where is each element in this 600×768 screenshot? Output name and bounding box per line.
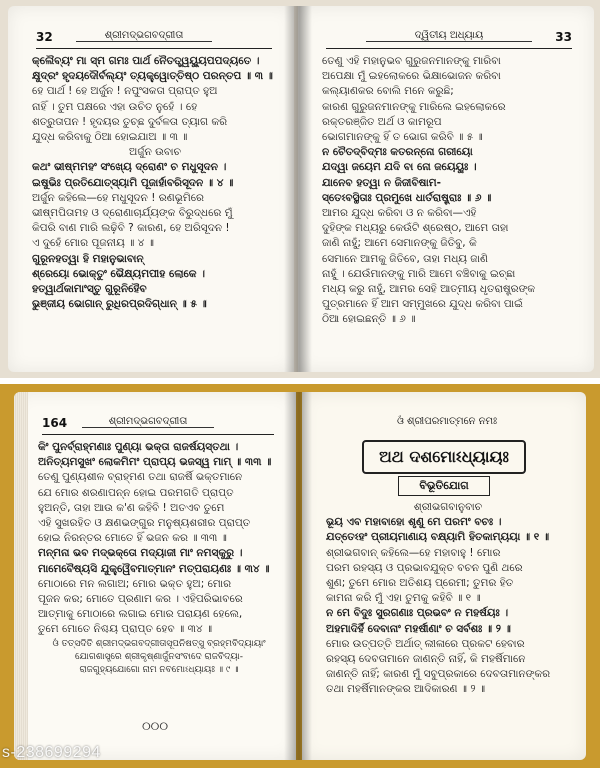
page-edge-stack [14,392,28,760]
running-title: ଦ୍ୱିତୀୟ ଅଧ୍ୟାୟ [366,30,532,42]
running-title: ଶ୍ରୀମଦ୍‌ଭଗବଦ୍‌ଗୀତା [76,30,212,42]
translation-line: ଭୋଗମାନଙ୍କୁ ହିଁ ତ ଭୋଗ କରିବି ॥ ୫ ॥ [322,131,483,144]
heading-line: ରାଜଗୁହ୍ୟଯୋଗୋ ନାମ ନବମୋଽଧ୍ୟାୟଃ ॥ ୯ ॥ [79,664,239,675]
running-title: ଶ୍ରୀମଦ୍‌ଭଗବଦ୍‌ଗୀତା [82,416,214,428]
verse-line: ଯତ୍ତେଽହଂ ପ୍ରୀୟମାଣାୟ ବକ୍ଷ୍ୟାମି ହିତକାମ୍ୟୟା ॥ ୧ ॥ [326,531,550,544]
translation-line: ଯେ ମୋର ଶରଣାପନ୍ନ ହୋଇ ପରମଗତି ପ୍ରାପ୍ତ [38,486,234,499]
invocation-line [330,416,564,432]
verse-line: ମାମେବୈଷ୍ୟସି ଯୁକ୍ତ୍ୱୈବମାତ୍ମାନଂ ମତ୍ପରାୟଣଃ ॥ ୩୪ ॥ [38,562,270,575]
verse-line: ହତ୍ୱାର୍ଥକାମାଂସ୍ତୁ ଗୁରୂନିହୈବ [32,283,147,296]
translation-line: ମଧ୍ୟ କରୁ ନାହୁଁ, ଆମର ସେହି ଆତ୍ମୀୟ ଧୃତରାଷ୍ଟ୍ରଙ୍କ [322,283,536,296]
translation-line: ଶତ୍ରୁତାପନ ! ହୃଦୟର ତୁଚ୍ଛ ଦୁର୍ବଳତା ତ୍ୟାଗ କରି [32,115,228,128]
ornament: ୦୦୦ [141,719,169,733]
page-number: 33 [555,30,572,44]
stock-watermark: s-238699294 [2,744,101,761]
translation-line: ଆତ୍ମାକୁ ମୋଠାରେ ଲଗାଇ ମୋର ପରାୟଣ ହେଲେ, [38,608,243,621]
book [14,392,586,760]
translation-line: ପରମ ରହସ୍ୟ ଓ ପ୍ରଭାବଯୁକ୍ତ ବଚନ ପୁଣି ଥରେ [326,561,523,574]
verse-line: କଥଂ ଭୀଷ୍ମମହଂ ସଂଖ୍ୟେ ଦ୍ରୋଣଂ ଚ ମଧୁସୂଦନ । [32,161,227,174]
translation-line: ଅର୍ଜୁନ କହିଲେ—ହେ ମଧୁସୂଦନ ! ରଣଭୂମିରେ [32,191,204,204]
translation-line: ହୁଅନ୍ତି, ତାହା ଆଉ କ'ଣ କହିବି ! ଅତଏବ ତୁମେ [38,501,225,514]
page-right [298,6,594,372]
translation-line: କିପରି ବାଣ ମାରି ଲଢ଼ିବି ? କାରଣ, ହେ ଅରିସୂଦନ ! [32,222,230,235]
translation-line: ଜାଣି ନାହୁଁ; ଆମେ ସେମାନଙ୍କୁ ଜିତିବୁ, କି [322,237,477,250]
page-number: 164 [42,416,68,430]
verse-line: ନ ଚୈତଦ୍‌ବିଦ୍ମଃ କତରନ୍ନୋ ଗରୀୟୋ [322,146,473,159]
page-text [326,500,570,698]
translation-line: ଏ ଦୁହେଁ ମୋର ପୂଜନୀୟ ॥ ୪ ॥ [32,237,154,250]
verse-line: କ୍ଷୁଦ୍ରଂ ହୃଦୟଦୌର୍ବଲ୍ୟଂ ତ୍ୟକ୍ତ୍ୱୋତ୍ତିଷ୍ଠ ପରନ୍ତପ ॥ ୩ ॥ [32,70,273,83]
translation-line: ମୋର ଉତ୍ପତ୍ତି ଅର୍ଥାତ୍ ଲୀଳାରେ ପ୍ରକଟ ହେବାର [326,637,525,650]
page-number: 32 [36,30,53,44]
page-header [42,416,274,432]
verse-line: ଭୁଞ୍ଜୀୟ ଭୋଗାନ୍ ରୁଧିରପ୍ରଦିଗ୍ଧାନ୍ ॥ ୫ ॥ [32,298,207,311]
verse-line: ଅହମାଦିର୍ହି ଦେବାନାଂ ମହର୍ଷୀଣାଂ ଚ ସର୍ବଶଃ ॥ ୨ ॥ [326,622,511,635]
verse-line: ସ୍ତେଽବସ୍ଥିତାଃ ପ୍ରମୁଖେ ଧାର୍ତରାଷ୍ଟ୍ରାଃ ॥ ୬ ॥ [322,191,492,204]
page-text [322,54,578,328]
verse-line: ମନ୍ମନା ଭବ ମଦ୍‌ଭକ୍ତୋ ମଦ୍ୟାଜୀ ମାଂ ନମସ୍କୁରୁ । [38,547,243,560]
translation-line: ରହସ୍ୟ ଦେବତାମାନେ ଜାଣନ୍ତି ନାହିଁ, କି ମହର୍ଷିମାନେ [326,653,526,666]
translation-line: ଜାଣନ୍ତି ନାହିଁ; କାରଣ ମୁଁ ସବୁପ୍ରକାରେ ଦେବତାମାନଙ୍କର [326,668,551,681]
chapter-subtitle-box: ବିଭୂତିଯୋଗ [398,476,490,496]
heading-line: ଓଁ ତତ୍‌ସଦିତି ଶ୍ରୀମଦ୍‌ଭଗବଦ୍‌ଗୀତାସୂପନିଷତ୍ସୁ ବ୍ରହ୍ମବିଦ୍ୟାୟାଂ [52,638,266,649]
translation-line: ହୋଇ ନିରନ୍ତର ମୋତେ ହିଁ ଭଜନ କର ॥ ୩୩ ॥ [38,532,227,545]
translation-line: ମୋଠାରେ ମନ ଲଗାଅ; ମୋର ଭକ୍ତ ହୁଅ; ମୋର [38,577,232,590]
verse-line: ନ ମେ ବିଦୁଃ ସୁରଗଣାଃ ପ୍ରଭବଂ ନ ମହର୍ଷୟଃ । [326,607,509,620]
translation-line: ତେଣୁ ଏହି ମହାନୁଭବ ଗୁରୁଜନମାନଙ୍କୁ ମାରିବା [322,55,501,67]
translation-line: ତେଣୁ ପୁଣ୍ୟଶୀଳ ବ୍ରାହ୍ମଣ ତଥା ରାଜର୍ଷି ଭକ୍ତମାନେ [38,471,243,484]
verse-line: ଭୂୟ ଏବ ମହାବାହୋ ଶୃଣୁ ମେ ପରମଂ ବଚଃ । [326,516,502,529]
translation-line: ଏହି ସୁଖରହିତ ଓ କ୍ଷଣଭଙ୍ଗୁର ମନୁଷ୍ୟଶରୀର ପ୍ରାପ୍ତ [38,517,251,530]
translation-line: କଲ୍ୟାଣକର ବୋଲି ମନେ କରୁଛି; [322,85,454,98]
verse-line: କ୍ଲୈବ୍ୟଂ ମା ସ୍ମ ଗମଃ ପାର୍ଥ ନୈତତ୍ତ୍ୱୟ୍ୟୁପପଦ୍ୟତେ । [32,55,260,67]
translation-line: ଭୀଷ୍ମପିତାମହ ଓ ଦ୍ରୋଣାଚାର୍ଯ୍ୟଙ୍କ ବିରୁଦ୍ଧରେ ମୁଁ [32,207,233,220]
page-left [14,392,296,760]
heading-line: ଅର୍ଜୁନ ଉବାଚ [129,146,181,159]
book-spread-top [0,0,600,378]
verse-line: କିଂ ପୁନର୍ବ୍ରାହ୍ମଣାଃ ପୁଣ୍ୟା ଭକ୍ତା ରାଜର୍ଷୟସ୍ତଥା । [38,441,239,453]
verse-line: ଗୁରୂନହତ୍ୱା ହି ମହାନୁଭାବାନ୍ [32,252,144,265]
invocation: ଓଁ ଶ୍ରୀପରମାତ୍ମନେ ନମଃ [396,416,498,427]
verse-line: ଯଦ୍ୱା ଜୟେମ ଯଦି ବା ନୋ ଜୟେୟୁଃ । [322,161,477,174]
book [8,6,592,372]
translation-line: ଶୁଣ; ତୁମେ ମୋର ଅତିଶୟ ପ୍ରେମୀ; ତୁମର ହିତ [326,577,514,590]
verse-line: ଶ୍ରେୟୋ ଭୋକ୍ତୁଂ ଭୈକ୍ଷ୍ୟମପୀହ ଲୋକେ । [32,267,205,280]
page-header [326,30,572,46]
verse-line: ଯାନେବ ହତ୍ୱା ନ ଜିଜୀବିଷାମ- [322,176,441,189]
page-right [302,392,586,760]
translation-line: ଶ୍ରୀଭଗବାନ୍ କହିଲେ—ହେ ମହାବାହୁ ! ମୋର [326,546,501,559]
translation-line: ଅପେକ୍ଷା ମୁଁ ଇହଲୋକରେ ଭିକ୍ଷାଭୋଜନ କରିବା [322,70,501,83]
translation-line: ତଥା ମହର୍ଷିମାନଙ୍କର ଆଦିକାରଣ ॥ ୨ ॥ [326,683,486,696]
translation-line: ଦୁହିଙ୍କ ମଧ୍ୟରୁ କେଉଁଟି ଶ୍ରେଷ୍ଠ, ଆମେ ତାହା [322,222,509,235]
translation-line: ପୂଜନ କର; ମୋତେ ପ୍ରଣାମ କର । ଏହିପରିଭାବରେ [38,593,243,606]
verse-line: ଇଷୁଭିଃ ପ୍ରତିଯୋତ୍ସ୍ୟାମି ପୂଜାର୍ହାବରିସୂଦନ ॥ ୪ ॥ [32,176,234,189]
translation-line: କାମନା କରି ମୁଁ ଏହା ତୁମକୁ କହିବି ॥ ୧ ॥ [326,592,481,605]
translation-line: ଯୁଦ୍ଧ କରିବାକୁ ଠିଆ ହୋଇଯାଅ ॥ ୩ ॥ [32,131,188,144]
page-text [32,54,278,312]
translation-line: ନାହୁଁ । ଯେଉଁମାନଙ୍କୁ ମାରି ଆମେ ବଞ୍ଚିବାକୁ ଇଚ୍ଛା [322,267,516,280]
chapter-title-box: ଅଥ ଦଶମୋଽଧ୍ୟାୟଃ [362,440,526,474]
translation-line: ଆମର ଯୁଦ୍ଧ କରିବା ଓ ନ କରିବା—ଏହି [322,207,477,220]
translation-line: ହେ ପାର୍ଥ ! ହେ ଅର୍ଜୁନ ! ନପୁଂସକତା ପ୍ରାପ୍ତ ହୁଅ [32,85,218,98]
header-rule [42,434,274,435]
translation-line: ଠିଆ ହୋଇଛନ୍ତି ॥ ୬ ॥ [322,313,416,326]
translation-line: ତୁମେ ମୋତେ ନିଶ୍ଚୟ ପ୍ରାପ୍ତ ହେବ ॥ ୩୪ ॥ [38,623,213,636]
translation-line: ପୁତ୍ରମାନେ ହିଁ ଆମ ସମ୍ମୁଖରେ ଯୁଦ୍ଧ କରିବା ପାଇଁ [322,298,523,311]
translation-line: ନାହିଁ । ତୁମ ପକ୍ଷରେ ଏହା ଉଚିତ ନୁହେଁ । ହେ [32,100,198,113]
translation-line: ରକ୍ତରଞ୍ଜିତ ଅର୍ଥ ଓ କାମରୂପ [322,115,442,128]
page-left [8,6,294,372]
heading-line: ଯୋଗଶାସ୍ତ୍ରେ ଶ୍ରୀକୃଷ୍ଣାର୍ଜୁନସଂବାଦେ ରାଜବିଦ୍ୟା- [75,651,243,662]
translation-line: କାରଣ ଗୁରୁଜନମାନଙ୍କୁ ମାରିଲେ ଇହଲୋକରେ [322,100,506,113]
book-spread-bottom [0,384,600,768]
verse-line: ଅନିତ୍ୟମସୁଖଂ ଲୋକମିମଂ ପ୍ରାପ୍ୟ ଭଜସ୍ୱ ମାମ୍ ॥ ୩୩ ॥ [38,456,272,469]
page-text [38,440,280,677]
header-rule [36,48,272,49]
translation-line: ସେମାନେ ଆମକୁ ଜିତିବେ, ତାହା ମଧ୍ୟ ଜାଣି [322,252,488,265]
heading-line: ଶ୍ରୀଭଗବାନୁବାଚ [413,501,483,513]
page-header [36,30,272,46]
header-rule [326,48,572,49]
